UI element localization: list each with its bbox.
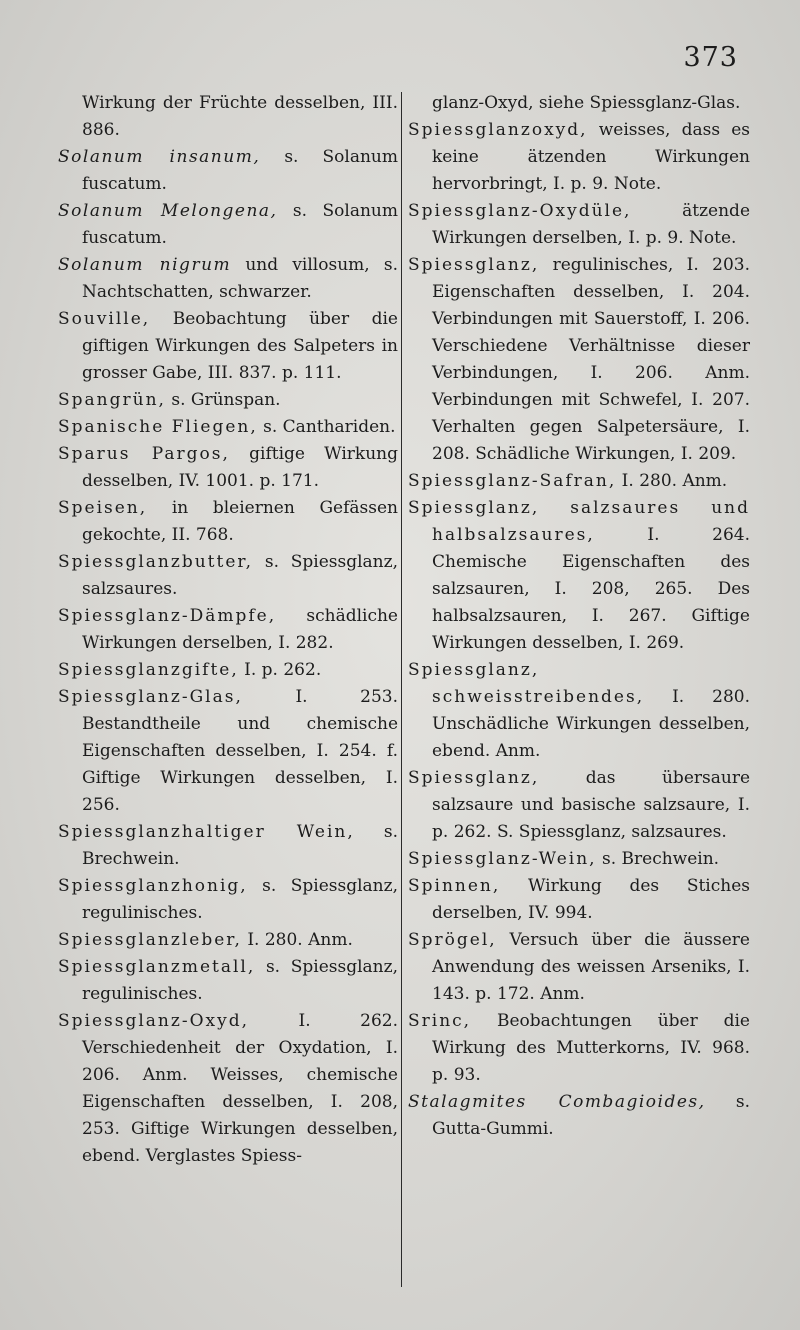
entry-text: in bleiernen Gefässen gekochte, II. 768. xyxy=(82,498,398,545)
entry-text: s. Solanum fuscatum. xyxy=(82,147,399,194)
index-entry xyxy=(58,954,398,1008)
index-entry xyxy=(58,1008,398,1170)
entry-headword: Spiessglanzleber, xyxy=(58,930,242,950)
entry-text: I. 280. Anm. xyxy=(241,930,353,950)
entry-text: Beobachtung über die giftigen Wirkungen des Salpeters in grosser Gabe, III. 837. p. 111. xyxy=(82,309,398,383)
index-entry xyxy=(58,441,398,495)
entry-text: s. Brechwein. xyxy=(82,822,398,869)
index-entry xyxy=(408,90,750,117)
entry-text: s. Solanum fuscatum. xyxy=(82,201,398,248)
index-entry xyxy=(408,495,750,657)
entry-headword: Spiessglanz, xyxy=(408,255,540,275)
index-entry xyxy=(408,765,750,846)
entry-headword: Spiessglanzhaltiger Wein, xyxy=(58,822,355,842)
entry-text: s. Spiessglanz, salzsaures. xyxy=(82,552,398,599)
entry-headword: Spiessglanz-Oxyd, xyxy=(58,1011,249,1031)
entry-text: I. 280. Unschädliche Wirkungen desselben, ebend. Anm. xyxy=(432,687,750,761)
index-entry xyxy=(408,198,750,252)
index-entry xyxy=(408,1089,750,1143)
index-entry xyxy=(58,387,398,414)
entry-headword: Spangrün, xyxy=(58,390,166,410)
entry-text: Wirkung des Stiches derselben, IV. 994. xyxy=(432,876,750,923)
index-entry xyxy=(408,657,750,765)
index-entry xyxy=(408,468,750,495)
entry-text: s. Gutta-Gummi. xyxy=(432,1092,750,1139)
entry-text: Wirkung der Früchte desselben, III. 886. xyxy=(82,93,398,140)
index-entry xyxy=(58,684,398,819)
entry-headword: Solanum insanum, xyxy=(58,147,261,167)
index-entry xyxy=(58,927,398,954)
index-column-right xyxy=(408,90,750,1143)
entry-text: und villosum, s. Nachtschatten, schwarzer. xyxy=(82,255,398,302)
entry-text: das übersaure salzsaure und basische salzsaure, I. p. 262. S. Spiessglanz, salzsaures. xyxy=(432,768,750,842)
index-entry xyxy=(58,306,398,387)
index-entry xyxy=(58,252,398,306)
entry-headword: Spiessglanzoxyd, xyxy=(408,120,588,140)
entry-headword: Speisen, xyxy=(58,498,148,518)
index-entry xyxy=(408,1008,750,1089)
entry-text: schädliche Wirkungen derselben, I. 282. xyxy=(82,606,398,653)
entry-text: I. 264. Chemische Eigenschaften des salzsauren, I. 208, 265. Des halbsalzsauren, I. 267. Giftige Wirkungen desselben, I. 269. xyxy=(432,525,750,653)
entry-headword: Srinc, xyxy=(408,1011,472,1031)
entry-headword: Spiessglanz-Glas, xyxy=(58,687,243,707)
entry-text: glanz-Oxyd, siehe Spiessglanz-Glas. xyxy=(432,93,741,113)
entry-text: Beobachtungen über die Wirkung des Mutterkorns, IV. 968. p. 93. xyxy=(432,1011,750,1085)
entry-text: giftige Wirkung desselben, IV. 1001. p. 171. xyxy=(82,444,398,491)
entry-text: s. Canthariden. xyxy=(257,417,396,437)
entry-headword: Souville, xyxy=(58,309,151,329)
entry-text: s. Grünspan. xyxy=(165,390,281,410)
index-entry xyxy=(58,198,398,252)
entry-text: I. p. 262. xyxy=(238,660,322,680)
index-entry xyxy=(408,873,750,927)
index-entry xyxy=(408,927,750,1008)
entry-text: Versuch über die äussere Anwendung des weissen Arseniks, I. 143. p. 172. Anm. xyxy=(432,930,750,1004)
index-entry xyxy=(58,144,398,198)
entry-headword: Spiessglanz, schweisstreibendes, xyxy=(408,660,645,707)
entry-headword: Solanum Melongena, xyxy=(58,201,278,221)
column-divider xyxy=(401,92,402,1287)
entry-headword: Spiessglanz-Wein, xyxy=(408,849,597,869)
index-entry xyxy=(58,414,398,441)
entry-headword: Spiessglanz-Dämpfe, xyxy=(58,606,277,626)
index-entry xyxy=(58,603,398,657)
entry-text: s. Brechwein. xyxy=(596,849,720,869)
entry-headword: Spinnen, xyxy=(408,876,501,896)
index-entry xyxy=(58,819,398,873)
index-entry xyxy=(408,252,750,468)
entry-text: regulinisches, I. 203. Eigenschaften desselben, I. 204. Verbindungen mit Sauerstoff, I. 206. Verschiedene Verhältnisse dieser Verbindungen, I. 206. Anm. Verbindungen mit Schwefel, I. 207. Verhalten gegen Salpetersäure, I. 208. Schädliche Wirkungen, I. 209. xyxy=(432,255,750,464)
entry-headword: Spiessglanzmetall, xyxy=(58,957,256,977)
entry-text: s. Spiessglanz, regulinisches. xyxy=(82,957,398,1004)
entry-headword: Stalagmites Combagioides, xyxy=(408,1092,706,1112)
index-entry xyxy=(58,495,398,549)
page-number: 373 xyxy=(683,42,738,73)
entry-headword: Spiessglanzgifte, xyxy=(58,660,239,680)
index-column-left xyxy=(58,90,398,1170)
entry-text: ätzende Wirkungen derselben, I. p. 9. Note. xyxy=(432,201,750,248)
entry-headword: Spiessglanz, xyxy=(408,768,540,788)
entry-headword: Solanum nigrum xyxy=(58,255,232,275)
entry-headword: Spanische Fliegen, xyxy=(58,417,258,437)
index-entry xyxy=(408,117,750,198)
entry-text: I. 280. Anm. xyxy=(616,471,728,491)
index-entry xyxy=(58,657,398,684)
index-entry xyxy=(58,90,398,144)
index-entry xyxy=(408,846,750,873)
entry-headword: Sprögel, xyxy=(408,930,497,950)
entry-headword: Spiessglanzhonig, xyxy=(58,876,248,896)
entry-text: I. 253. Bestandtheile und chemische Eigenschaften desselben, I. 254. f. Giftige Wirkungen desselben, I. 256. xyxy=(82,687,398,815)
entry-text: s. Spiessglanz, regulinisches. xyxy=(82,876,398,923)
entry-headword: Spiessglanz, salzsaures und halbsalzsaures, xyxy=(408,498,750,545)
entry-headword: Spiessglanzbutter, xyxy=(58,552,254,572)
entry-text: weisses, dass es keine ätzenden Wirkungen hervorbringt, I. p. 9. Note. xyxy=(432,120,750,194)
entry-headword: Sparus Pargos, xyxy=(58,444,230,464)
entry-text: I. 262. Verschiedenheit der Oxydation, I. 206. Anm. Weisses, chemische Eigenschaften desselben, I. 208, 253. Giftige Wirkungen desselben, ebend. Verglastes Spiess- xyxy=(82,1011,398,1166)
index-entry xyxy=(58,873,398,927)
entry-headword: Spiessglanz-Safran, xyxy=(408,471,617,491)
entry-headword: Spiessglanz-Oxydüle, xyxy=(408,201,632,221)
index-entry xyxy=(58,549,398,603)
